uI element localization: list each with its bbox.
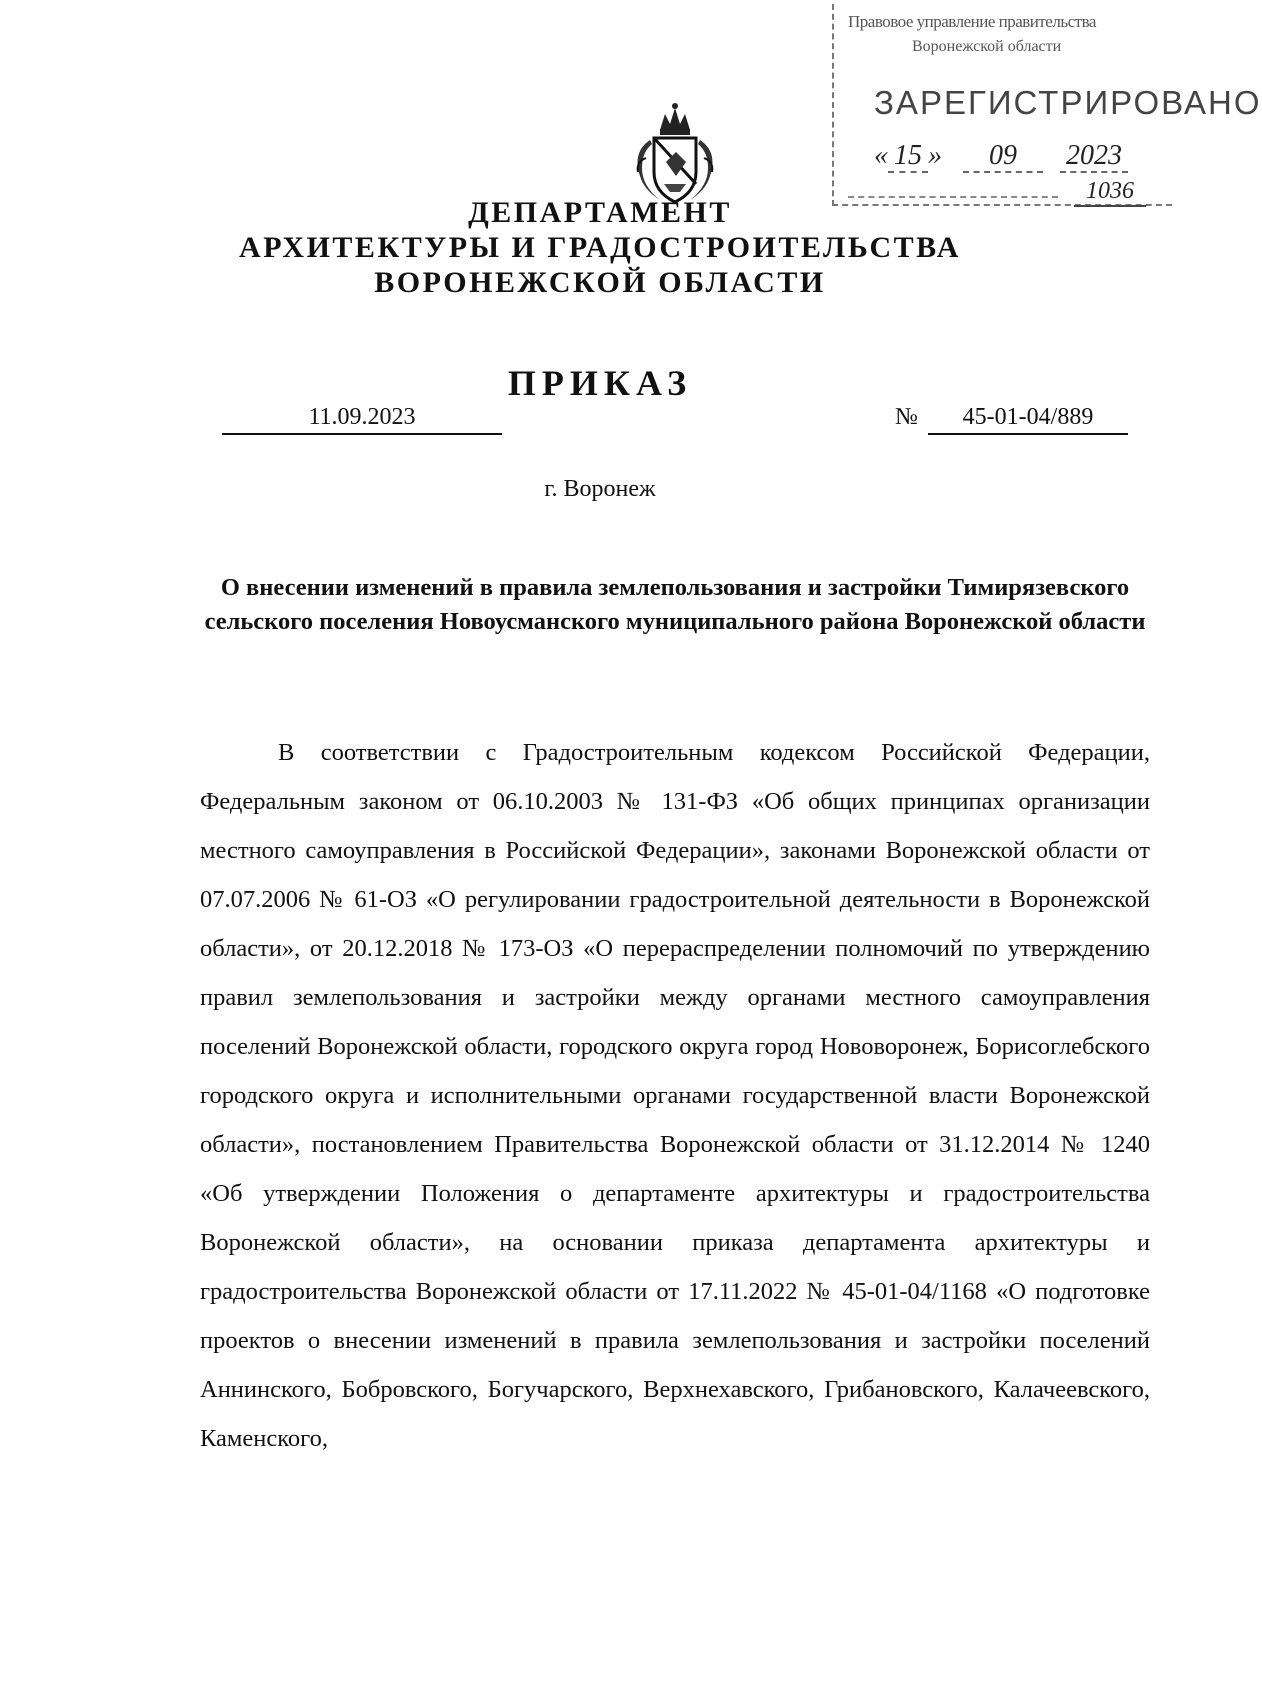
stamp-registered-label: ЗАРЕГИСТРИРОВАНО [874, 84, 1262, 121]
stamp-day: 15 [888, 140, 928, 173]
document-date: 11.09.2023 [222, 404, 502, 435]
document-body: В соответствии с Градостроительным кодексом Российской Федерации, Федеральным законом от 06.10.2003 № 131-ФЗ «Об общих принципах организации местного самоуправления в Российской Федерации», законами Воронежской области от 07.07.2006 № 61-ОЗ «О регулировании градостроительной деятельности в Воронежской области», от 20.12.2018 № 173-ОЗ «О перераспределении полномочий по утверждению правил землепользования и застройки между органами местного самоуправления поселений Воронежской области, городского округа город Нововоронеж, Борисоглебского городского округа и исполнительными органами государственной власти Воронежской области», постановлением Правительства Воронежской области от 31.12.2014 № 1240 «Об утверждении Положения о департаменте архитектуры и градостроительства Воронежской области», на основании приказа департамента архитектуры и градостроительства Воронежской области от 17.11.2022 № 45-01-04/1168 «О подготовке проектов о внесении изменений в правила землепользования и застройки поселений Аннинского, Бобровского, Богучарского, Верхнехавского, Грибановского, Калачеевского, Каменского, [200, 739, 1150, 1452]
stamp-month: 09 [963, 140, 1043, 173]
stamp-year: 2023 [1060, 140, 1128, 173]
coat-of-arms-icon [620, 100, 730, 210]
department-name-line3: ВОРОНЕЖСКОЙ ОБЛАСТИ [374, 266, 826, 299]
document-type: ПРИКАЗ [507, 363, 693, 403]
number-label: № [895, 404, 918, 430]
stamp-organization: Правовое управление правительства [848, 12, 1096, 31]
stamp-number: 1036 [1074, 178, 1146, 207]
department-name-line1: ДЕПАРТАМЕНТ [468, 196, 732, 229]
stamp-date: « 15 » 09 2023 [874, 140, 1128, 172]
department-name-line2: АРХИТЕКТУРЫ И ГРАДОСТРОИТЕЛЬСТВА [239, 231, 961, 264]
registration-stamp [832, 4, 1262, 206]
document-number: 45-01-04/889 [928, 404, 1128, 435]
stamp-region: Воронежской области [912, 38, 1062, 55]
document-subject: О внесении изменений в правила землепользования и застройки Тимирязевского сельского поселения Новоусманского муниципального района Воронежской области [204, 574, 1146, 635]
document-city: г. Воронеж [544, 476, 656, 502]
